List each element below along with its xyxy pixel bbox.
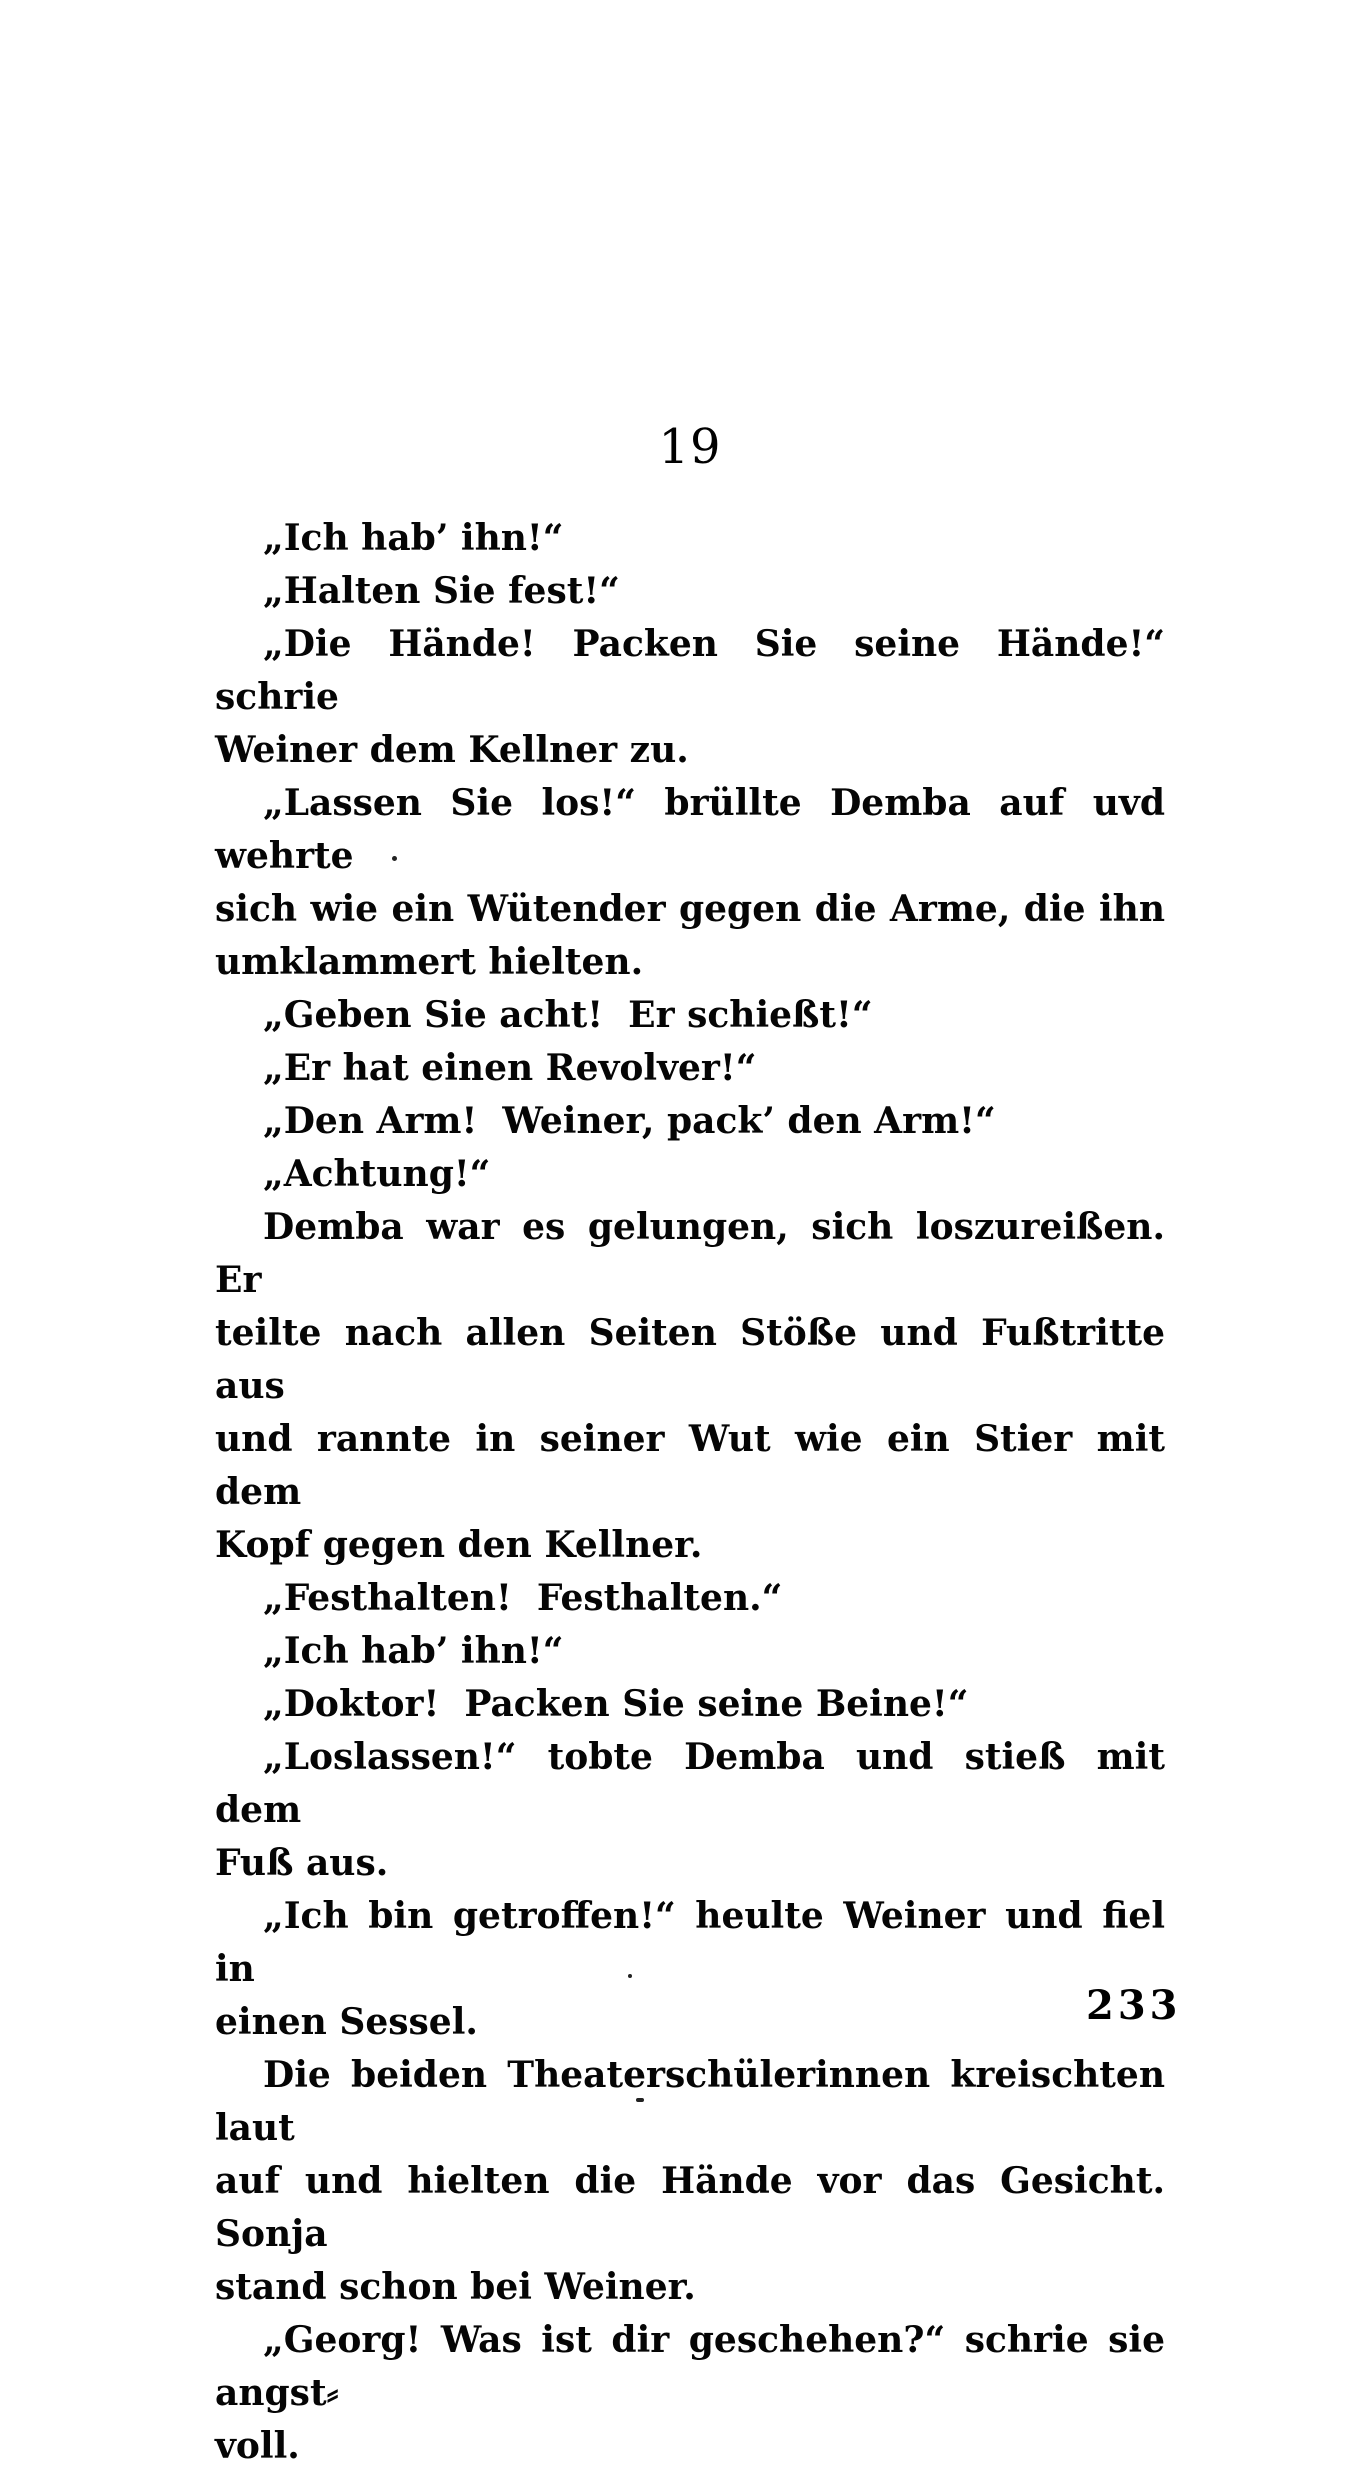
text-line: Fuß aus. [215, 1842, 389, 1884]
text-line: Kopf gegen den Kellner. [215, 1524, 703, 1566]
page-number: 233 [1086, 1982, 1182, 2029]
text-line: und rannte in seiner Wut wie ein Stier mit dem [215, 1418, 1165, 1513]
text-line: voll. [215, 2425, 300, 2467]
text-line: teilte nach allen Seiten Stöße und Fußtritte aus [215, 1312, 1165, 1407]
text-line: „Ich hab’ ihn!“ [263, 1630, 564, 1672]
text-line: „Ich hab’ ihn!“ [263, 517, 564, 559]
text-line: Die beiden Theaterschülerinnen kreischten laut [215, 2054, 1165, 2149]
scan-speck [636, 2098, 644, 2102]
text-line: umklammert hielten. [215, 941, 644, 983]
text-line: auf und hielten die Hände vor das Gesicht. Sonja [215, 2160, 1165, 2255]
text-line: einen Sessel. [215, 2001, 478, 2043]
text-line: stand schon bei Weiner. [215, 2266, 696, 2308]
text-line: „Georg! Was ist dir geschehen?“ schrie sie angst⸗ [215, 2319, 1165, 2414]
text-line: „Loslassen!“ tobte Demba und stieß mit dem [215, 1736, 1165, 1831]
text-line: „Den Arm! Weiner, pack’ den Arm!“ [263, 1100, 996, 1142]
text-line: „Die Hände! Packen Sie seine Hände!“ schrie [215, 623, 1165, 718]
text-block [215, 512, 1165, 2473]
text-line: Demba war es gelungen, sich loszureißen. Er [215, 1206, 1165, 1301]
text-line: „Doktor! Packen Sie seine Beine!“ [263, 1683, 969, 1725]
text-line: „Halten Sie fest!“ [263, 570, 620, 612]
text-line: „Festhalten! Festhalten.“ [263, 1577, 783, 1619]
text-line: Weiner dem Kellner zu. [215, 729, 689, 771]
chapter-number: 19 [658, 419, 722, 475]
text-line: „Achtung!“ [263, 1153, 491, 1195]
text-line: sich wie ein Wütender gegen die Arme, die ihn [215, 888, 1165, 930]
text-line: „Er hat einen Revolver!“ [263, 1047, 757, 1089]
text-line: „Lassen Sie los!“ brüllte Demba auf uvd wehrte [215, 782, 1165, 877]
scan-speck [392, 856, 397, 861]
text-line: „Geben Sie acht! Er schießt!“ [263, 994, 873, 1036]
scan-speck [628, 1974, 632, 1978]
text-line: „Ich bin getroffen!“ heulte Weiner und fiel in [215, 1895, 1165, 1990]
